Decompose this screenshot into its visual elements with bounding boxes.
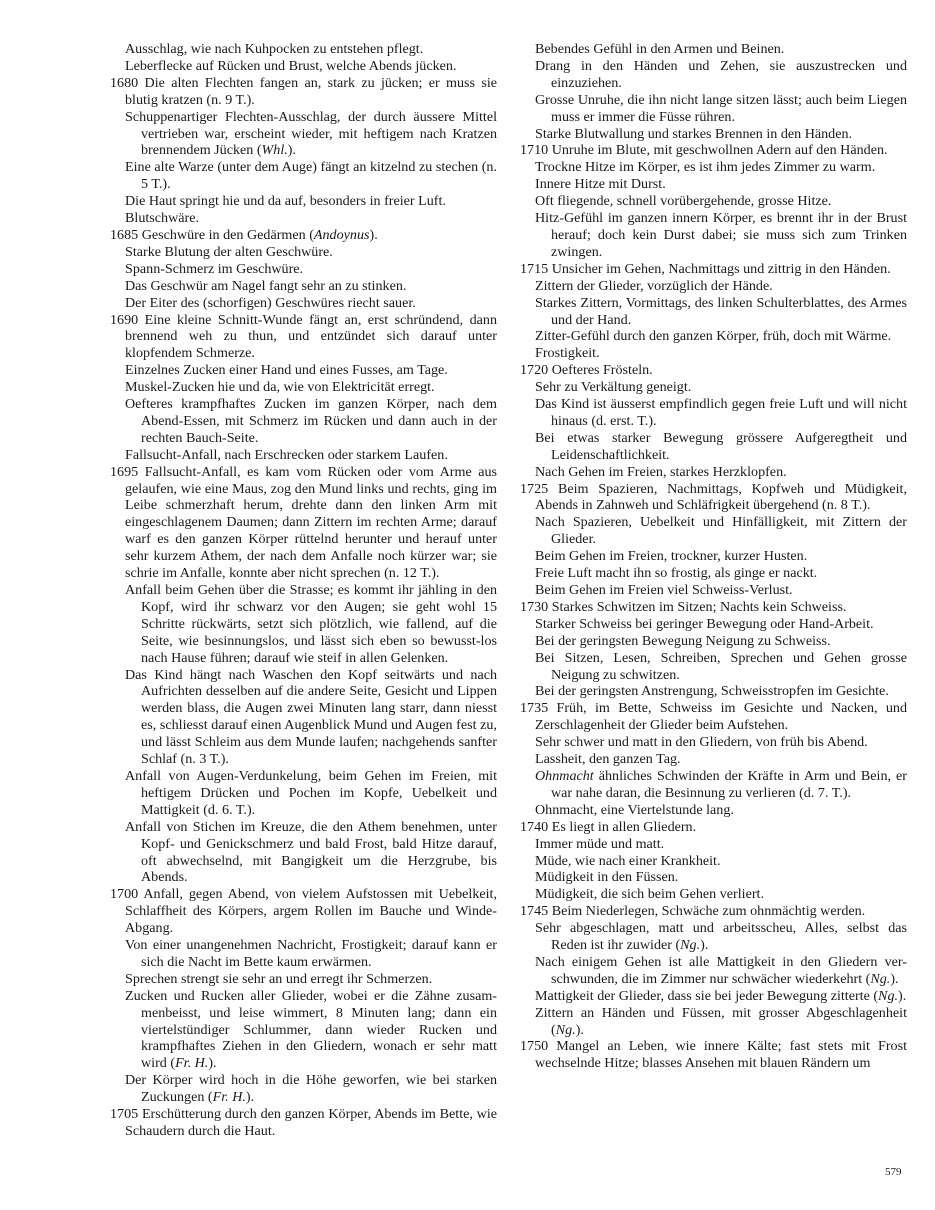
symptom-entry: Eine alte Warze (unter dem Auge) fängt an kitzelnd zu stechen (n. 5 T.). xyxy=(125,159,497,193)
symptom-entry: Drang in den Händen und Zehen, sie auszustrecken und einzuziehen. xyxy=(535,57,907,91)
symptom-entry: Zittern der Glieder, vorzüglich der Hände. xyxy=(535,277,773,294)
symptom-entry: Bei der geringsten Anstrengung, Schweisstropfen im Gesichte. xyxy=(535,683,889,700)
symptom-entry: Bebendes Gefühl in den Armen und Beinen. xyxy=(535,41,785,57)
numbered-entry: 1705 Erschütterung durch den ganzen Körper, Abends im Bette, wie Schaudern durch die Haut. xyxy=(110,1106,497,1139)
numbered-entry: 1680 Die alten Flechten fangen an, stark zu jücken; er muss sie blutig kratzen (n. 9 T.). xyxy=(110,74,497,108)
symptom-entry: Sprechen strengt sie sehr an und erregt ihr Schmerzen. xyxy=(125,970,433,987)
symptom-entry: Bei Sitzen, Lesen, Schreiben, Sprechen und Gehen grosse Neigung zu schwitzen. xyxy=(535,649,907,683)
symptom-entry: Das Kind ist äusserst empfindlich gegen freie Luft und will nicht hinaus (d. erst. T.). xyxy=(535,396,907,429)
numbered-entry: 1750 Mangel an Leben, wie innere Kälte; fast stets mit Frost wechselnde Hitze; blasses Ansehen mit blauen Rändern um xyxy=(520,1038,907,1072)
numbered-entry: 1745 Beim Niederlegen, Schwäche zum ohnmächtig werden. xyxy=(520,903,866,920)
symptom-entry: Das Kind hängt nach Waschen den Kopf seitwärts und nach Aufrichten desselben auf die andere Seite, Gesicht und Lippen werden blass, die Augen zwei Minuten lang starr, dann niesst es, schliesst darauf einen Augenblick Mund und Augen fest zu, und lässt Schleim aus dem Munde laufen; nachgehends sanfter Schlaf (n. 3 T.). xyxy=(125,666,497,768)
numbered-entry: 1685 Geschwüre in den Gedärmen (Andoynus). xyxy=(110,226,378,243)
symptom-entry: Die Haut springt hie und da auf, besonders in freier Luft. xyxy=(125,193,446,210)
symptom-entry: Fallsucht-Anfall, nach Erschrecken oder starkem Laufen. xyxy=(125,446,448,463)
symptom-entry: Nach Spazieren, Uebelkeit und Hinfälligkeit, mit Zittern der Glieder. xyxy=(535,514,907,548)
symptom-entry: Leberflecke auf Rücken und Brust, welche Abends jücken. xyxy=(125,57,457,74)
symptom-entry: Einzelnes Zucken einer Hand und eines Fusses, am Tage. xyxy=(125,362,448,379)
numbered-entry: 1695 Fallsucht-Anfall, es kam vom Rücken oder vom Arme aus gelaufen, wie eine Maus, zog den Mund links und rechts, ging im Leibe schmerzhaft herum, drehte dann den linken Arm mit eingeschlagenem Daumen; dann Zittern im rechten Arme; darauf warf es den ganzen Körper rüttelnd herunter und herauf unter sehr kurzem Athem, der nach dem Anfalle noch kürzer war; sie schrie im Anfalle, konnte aber nicht sprechen (n. 12 T.). xyxy=(110,463,497,582)
symptom-entry: Der Körper wird hoch in die Höhe geworfen, wie bei starken Zuckungen (Fr. H.). xyxy=(125,1072,497,1106)
symptom-entry: Spann-Schmerz im Geschwüre. xyxy=(125,260,304,277)
symptom-entry: Sehr schwer und matt in den Gliedern, von früh bis Abend. xyxy=(535,734,868,751)
symptom-entry: Starke Blutung der alten Geschwüre. xyxy=(125,243,333,260)
symptom-entry: Frostigkeit. xyxy=(535,345,600,362)
symptom-entry: Nach Gehen im Freien, starkes Herzklopfen. xyxy=(535,463,787,480)
symptom-entry: Hitz-Gefühl im ganzen innern Körper, es brennt ihr in der Brust herauf; doch kein Durst dabei; sie muss sich zum Trinken zwingen. xyxy=(535,210,907,260)
symptom-entry: Nach einigem Gehen ist alle Mattigkeit in den Gliedern ver-schwunden, die im Zimmer nur schwächer wiederkehrt (Ng.). xyxy=(535,953,907,987)
right-column xyxy=(520,41,907,1072)
symptom-entry: Oefteres krampfhaftes Zucken im ganzen Körper, nach dem Abend-Essen, mit Schmerz im Rücken und dann auch in der rechten Bauch-Seite. xyxy=(125,396,497,446)
symptom-entry: Starke Blutwallung und starkes Brennen in den Händen. xyxy=(535,125,853,142)
symptom-entry: Müdigkeit in den Füssen. xyxy=(535,869,679,886)
symptom-entry: Lassheit, den ganzen Tag. xyxy=(535,751,681,768)
symptom-entry: Grosse Unruhe, die ihn nicht lange sitzen lässt; auch beim Liegen muss er immer die Füsse rühren. xyxy=(535,91,907,125)
numbered-entry: 1735 Früh, im Bette, Schweiss im Gesichte und Nacken, und Zerschlagenheit der Glieder beim Aufstehen. xyxy=(520,700,907,734)
symptom-entry: Mattigkeit der Glieder, dass sie bei jeder Bewegung zitterte (Ng.). xyxy=(535,987,907,1004)
symptom-entry: Schuppenartiger Flechten-Ausschlag, der durch äussere Mittel vertrieben war, erscheint wieder, mit heftigem nach Kratzen brennendem Jücken (Whl.). xyxy=(125,108,497,159)
symptom-entry: Starker Schweiss bei geringer Bewegung oder Hand-Arbeit. xyxy=(535,615,874,632)
symptom-entry: Muskel-Zucken hie und da, wie von Elektricität erregt. xyxy=(125,379,435,396)
numbered-entry: 1725 Beim Spazieren, Nachmittags, Kopfweh und Müdigkeit, Abends in Zahnweh und Schläfrigkeit übergehend (n. 8 T.). xyxy=(520,480,907,514)
symptom-entry: Das Geschwür am Nagel fangt sehr an zu stinken. xyxy=(125,277,407,294)
symptom-entry: Immer müde und matt. xyxy=(535,835,665,852)
symptom-entry: Blutschwäre. xyxy=(125,210,199,227)
symptom-entry: Sehr zu Verkältung geneigt. xyxy=(535,379,692,396)
symptom-entry: Bei der geringsten Bewegung Neigung zu Schweiss. xyxy=(535,632,831,649)
symptom-entry: Innere Hitze mit Durst. xyxy=(535,176,666,193)
symptom-entry: Zucken und Rucken aller Glieder, wobei er die Zähne zusam-menbeisst, und leise wimmert, 8 Minuten lang; dann ein viertelstündiger Schlummer, dann wieder Rucken und krampfhaftes Ziehen in den Gliedern, wonach er sehr matt wird (Fr. H.). xyxy=(125,987,497,1072)
symptom-entry: Sehr abgeschlagen, matt und arbeitsscheu, Alles, selbst das Reden ist ihr zuwider (Ng.). xyxy=(535,920,907,954)
numbered-entry: 1715 Unsicher im Gehen, Nachmittags und zittrig in den Händen. xyxy=(520,260,891,277)
symptom-entry: Beim Gehen im Freien, trockner, kurzer Husten. xyxy=(535,548,808,565)
symptom-entry: Müdigkeit, die sich beim Gehen verliert. xyxy=(535,886,764,903)
symptom-entry: Bei etwas starker Bewegung grössere Aufgeregtheit und Leidenschaftlichkeit. xyxy=(535,429,907,463)
symptom-entry: Ausschlag, wie nach Kuhpocken zu entstehen pflegt. xyxy=(125,41,424,57)
symptom-entry: Anfall beim Gehen über die Strasse; es kommt ihr jähling in den Kopf, wird ihr schwarz vor den Augen; sie geht wohl 15 Schritte rückwärts, setzt sich plötzlich, wie fallend, auf die Seite, wie besinnungslos, und lässt sich eben so bewusst-los nach Hause führen; darauf wie steif in allen Gelenken. xyxy=(125,582,497,666)
symptom-entry: Ohnmacht, eine Viertelstunde lang. xyxy=(535,801,734,818)
numbered-entry: 1720 Oefteres Frösteln. xyxy=(520,362,653,379)
numbered-entry: 1740 Es liegt in allen Gliedern. xyxy=(520,818,697,835)
numbered-entry: 1710 Unruhe im Blute, mit geschwollnen Adern auf den Händen. xyxy=(520,142,888,159)
symptom-entry: Ohnmacht ähnliches Schwinden der Kräfte in Arm und Bein, er war nahe daran, die Besinnung zu verlieren (d. 7. T.). xyxy=(535,767,907,801)
numbered-entry: 1700 Anfall, gegen Abend, von vielem Aufstossen mit Uebelkeit, Schlaffheit des Körpers, argem Rollen im Bauche und Winde-Abgang. xyxy=(110,886,497,937)
symptom-entry: Müde, wie nach einer Krankheit. xyxy=(535,852,721,869)
symptom-entry: Trockne Hitze im Körper, es ist ihm jedes Zimmer zu warm. xyxy=(535,159,876,176)
symptom-entry: Starkes Zittern, Vormittags, des linken Schulterblattes, des Armes und der Hand. xyxy=(535,294,907,328)
symptom-entry: Freie Luft macht ihn so frostig, als ginge er nackt. xyxy=(535,565,818,582)
symptom-entry: Zittern an Händen und Füssen, mit grosser Abgeschlagenheit (Ng.). xyxy=(535,1004,907,1038)
page-number: 579 xyxy=(885,1166,902,1178)
symptom-entry: Zitter-Gefühl durch den ganzen Körper, früh, doch mit Wärme. xyxy=(535,328,892,345)
symptom-entry: Anfall von Augen-Verdunkelung, beim Gehen im Freien, mit heftigem Drücken und Pochen im Kopfe, Uebelkeit und Mattigkeit (d. 6. T.). xyxy=(125,767,497,818)
symptom-entry: Anfall von Stichen im Kreuze, die den Athem benehmen, unter Kopf- und Genickschmerz und bald Frost, bald Hitze darauf, oft abwechselnd, mit Bangigkeit um die Herzgrube, bis Abends. xyxy=(125,818,497,886)
symptom-entry: Oft fliegende, schnell vorübergehende, grosse Hitze. xyxy=(535,193,832,210)
symptom-entry: Beim Gehen im Freien viel Schweiss-Verlust. xyxy=(535,582,793,598)
left-column xyxy=(110,41,497,1140)
symptom-entry: Von einer unangenehmen Nachricht, Frostigkeit; darauf kann er sich die Nacht im Bette kaum erwärmen. xyxy=(125,937,497,970)
numbered-entry: 1730 Starkes Schwitzen im Sitzen; Nachts kein Schweiss. xyxy=(520,598,847,615)
numbered-entry: 1690 Eine kleine Schnitt-Wunde fängt an, erst schründend, dann brennend weh zu thun, und entzündet sich darauf unter klopfendem Schmerze. xyxy=(110,311,497,362)
symptom-entry: Der Eiter des (schorfigen) Geschwüres riecht sauer. xyxy=(125,294,416,311)
